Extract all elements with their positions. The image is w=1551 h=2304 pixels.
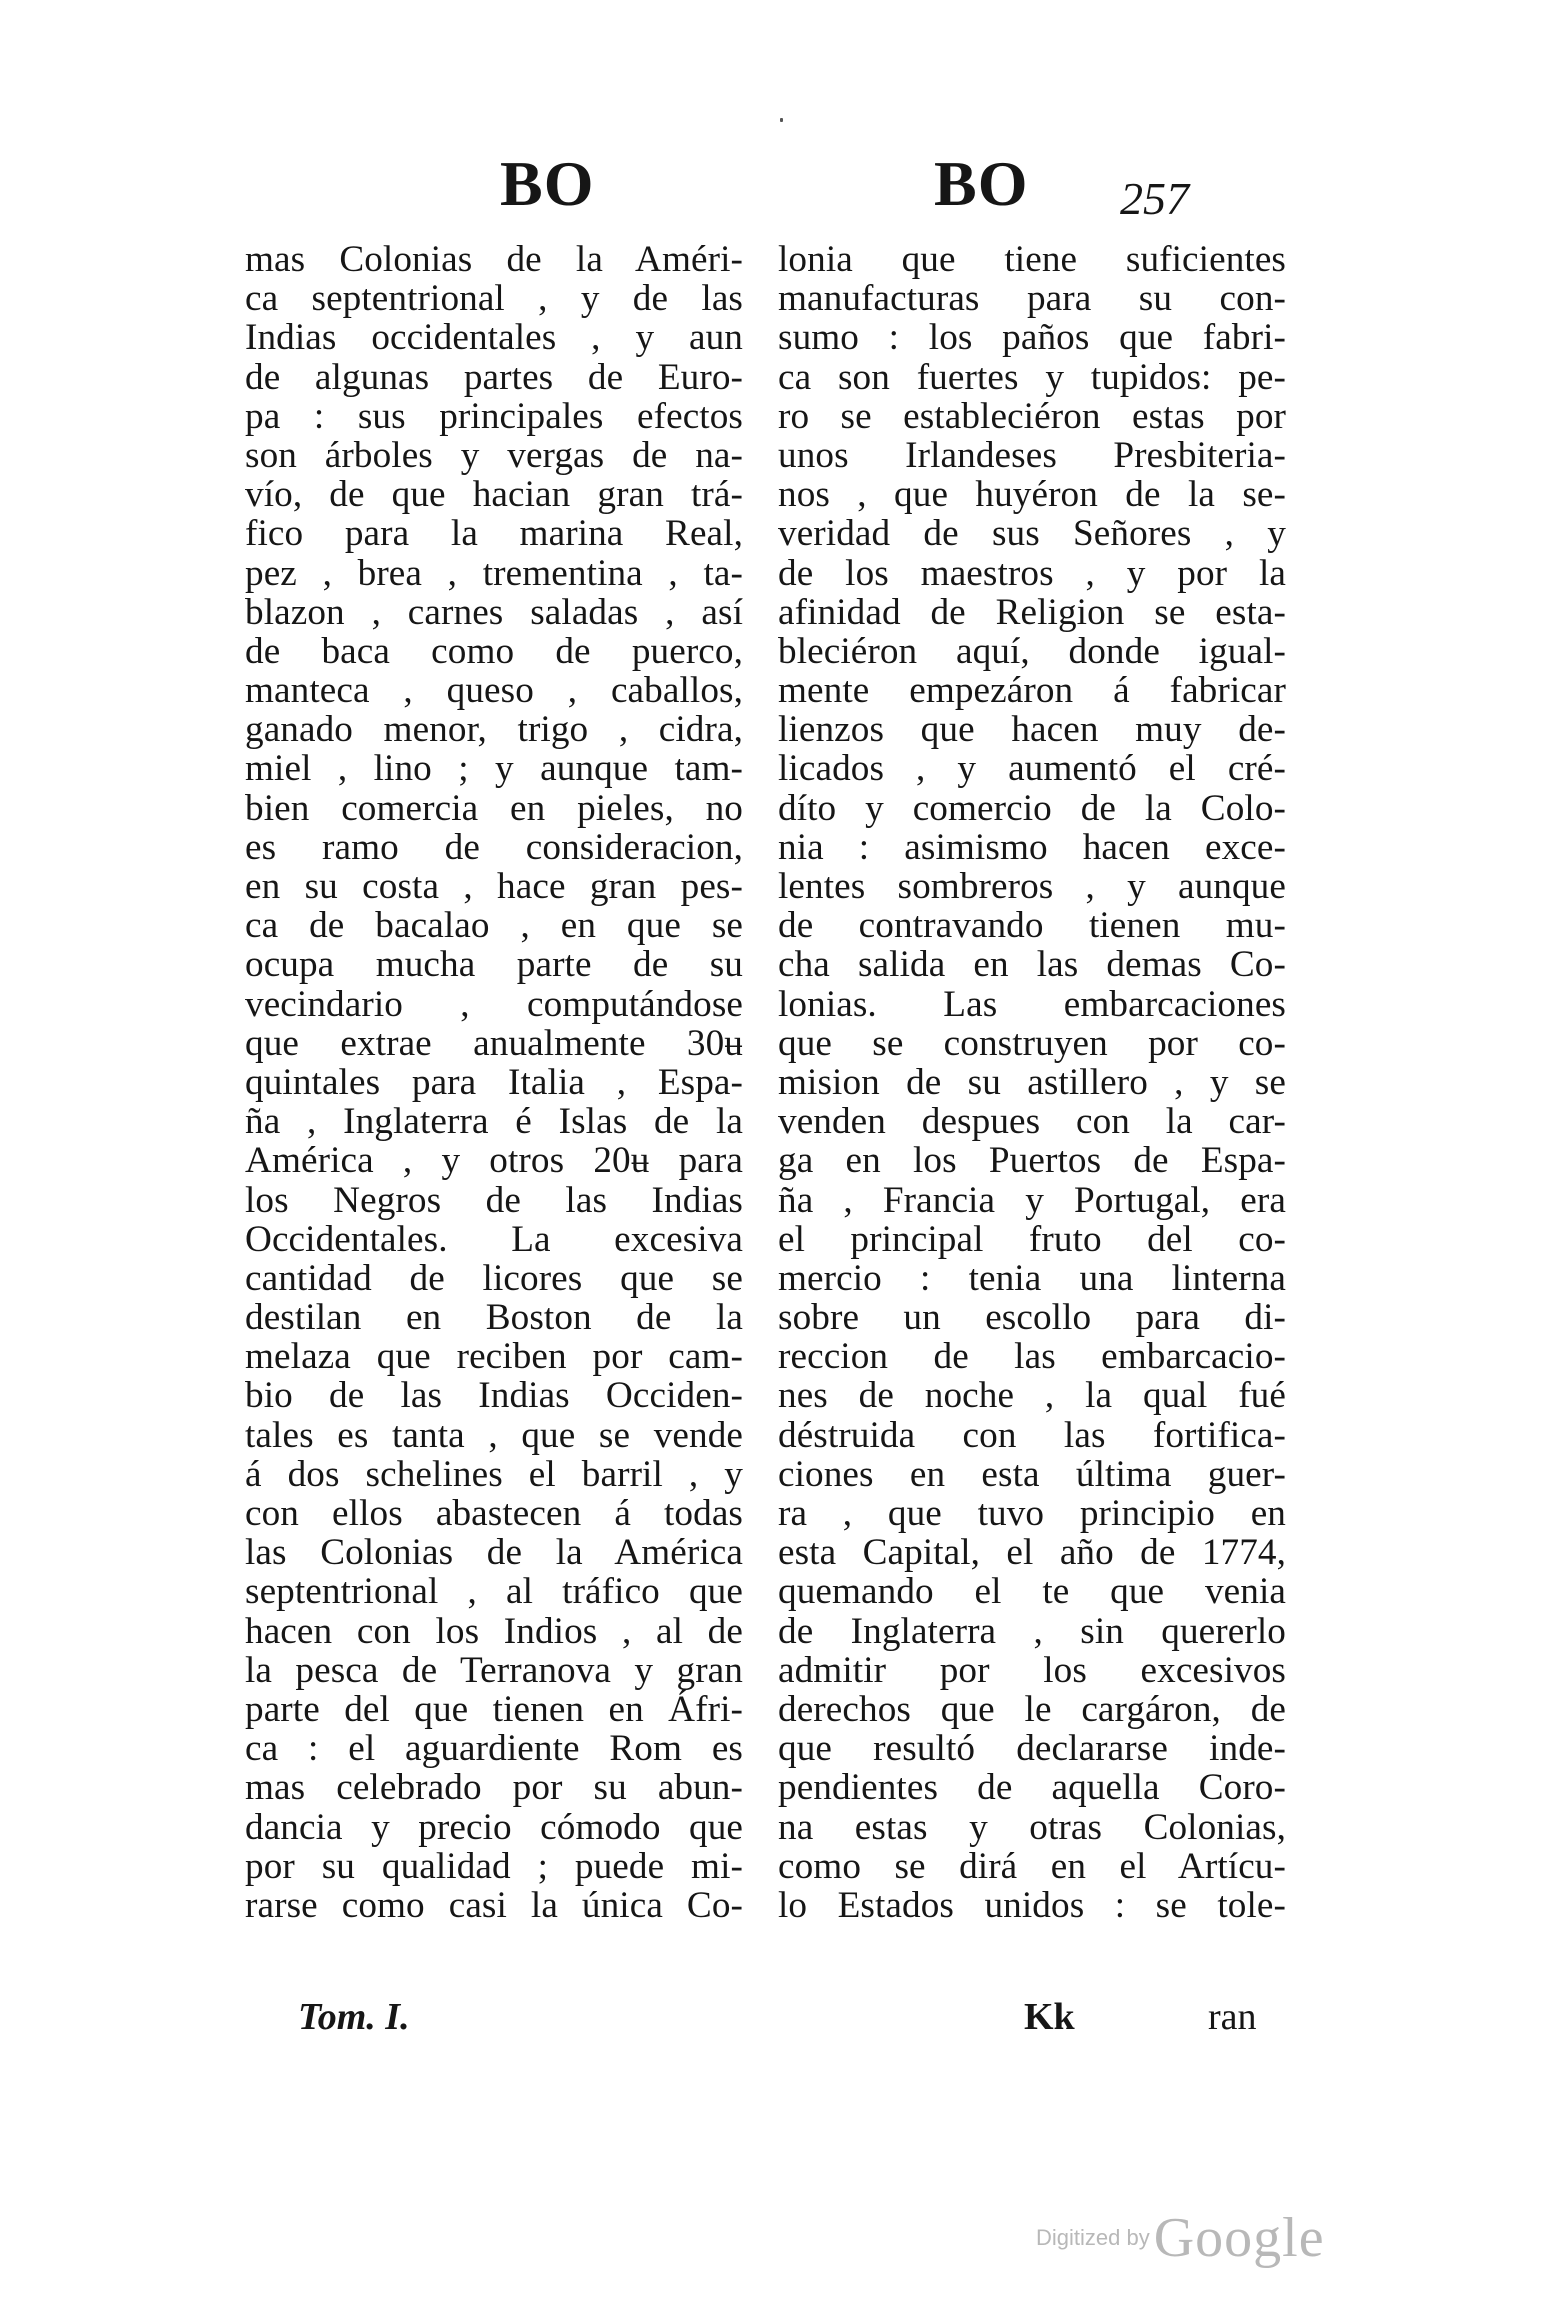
text-line: miel , lino ; y aunque tam- [245, 748, 743, 790]
text-line: ña , Inglaterra é Islas de la [245, 1101, 743, 1143]
text-line: de baca como de puerco, [245, 630, 743, 672]
page-number: 257 [1120, 173, 1189, 224]
text-line: son árboles y vergas de na- [245, 434, 743, 476]
text-line: el principal fruto del co- [778, 1218, 1286, 1260]
text-line: lienzos que hacen muy de- [778, 709, 1286, 751]
text-line: mas celebrado por su abun- [245, 1767, 743, 1809]
ink-speck [780, 118, 783, 122]
text-line: licados , y aumentó el cré- [778, 748, 1286, 790]
text-line: la pesca de Terranova y gran [245, 1649, 743, 1691]
text-line: pez , brea , trementina , ta- [245, 552, 743, 594]
text-line: blazon , carnes saladas , así [245, 591, 743, 633]
text-line: mas Colonias de la Améri- [245, 239, 743, 280]
text-line: septentrional , al tráfico que [245, 1571, 743, 1613]
text-line: pendientes de aquella Coro- [778, 1767, 1286, 1809]
text-line: cantidad de licores que se [245, 1257, 743, 1299]
text-line: fico para la marina Real, [245, 513, 743, 555]
text-line: pa : sus principales efectos [245, 395, 743, 437]
text-line: veridad de sus Señores , y [778, 513, 1286, 555]
text-line: unos Irlandeses Presbiteria- [778, 434, 1286, 476]
text-line: rarse como casi la única Co- [245, 1884, 743, 1926]
text-line: ca : el aguardiente Rom es [245, 1728, 743, 1770]
text-line: bien comercia en pieles, no [245, 787, 743, 829]
text-line: afinidad de Religion se esta- [778, 591, 1286, 633]
text-line: América , y otros 20ʉ para [245, 1140, 743, 1182]
text-line: melaza que reciben por cam- [245, 1336, 743, 1378]
text-line: ra , que tuvo principio en [778, 1493, 1286, 1534]
text-line: esta Capital, el año de 1774, [778, 1532, 1286, 1574]
text-line: de contravando tienen mu- [778, 905, 1286, 947]
text-line: mercio : tenia una linterna [778, 1257, 1286, 1299]
running-head-left: BO [500, 148, 595, 219]
text-line: ro se estableciéron estas por [778, 395, 1286, 437]
text-line: los Negros de las Indias [245, 1179, 743, 1221]
text-line: lonias. Las embarcaciones [778, 983, 1286, 1025]
text-line: hacen con los Indios , al de [245, 1610, 743, 1652]
text-line: lentes sombreros , y aunque [778, 866, 1286, 907]
text-line: bio de las Indias Occiden- [245, 1375, 743, 1417]
text-line: de Inglaterra , sin quererlo [778, 1610, 1286, 1652]
text-line: déstruida con las fortifica- [778, 1414, 1286, 1456]
watermark-prefix: Digitized by [1036, 2225, 1150, 2250]
catchword: ran [1208, 1996, 1257, 2038]
text-line: es ramo de consideracion, [245, 826, 743, 868]
text-line: con ellos abastecen á todas [245, 1493, 743, 1534]
text-line: ca de bacalao , en que se [245, 905, 743, 947]
text-line: á dos schelines el barril , y [245, 1453, 743, 1495]
text-line: como se dirá en el Artícu- [778, 1845, 1286, 1887]
left-text-column [245, 240, 743, 1925]
text-line: que resultó declararse inde- [778, 1728, 1286, 1770]
text-line: ca septentrional , y de las [245, 278, 743, 320]
text-line: na estas y otras Colonias, [778, 1806, 1286, 1848]
text-line: admitir por los excesivos [778, 1649, 1286, 1691]
text-line: Occidentales. La excesiva [245, 1218, 743, 1260]
text-line: ganado menor, trigo , cidra, [245, 709, 743, 751]
text-line: en su costa , hace gran pes- [245, 866, 743, 907]
text-line: mente empezáron á fabricar [778, 670, 1286, 712]
text-line: nos , que huyéron de la se- [778, 474, 1286, 516]
text-line: díto y comercio de la Colo- [778, 787, 1286, 829]
text-line: ciones en esta última guer- [778, 1453, 1286, 1495]
text-line: nia : asimismo hacen exce- [778, 826, 1286, 868]
text-line: dancia y precio cómodo que [245, 1806, 743, 1848]
text-line: ocupa mucha parte de su [245, 944, 743, 986]
text-line: mision de su astillero , y se [778, 1061, 1286, 1103]
text-line: tales es tanta , que se vende [245, 1414, 743, 1456]
digitized-watermark [1036, 2206, 1325, 2270]
text-line: lonia que tiene suficientes [778, 239, 1286, 280]
text-line: destilan en Boston de la [245, 1297, 743, 1339]
text-line: nes de noche , la qual fué [778, 1375, 1286, 1417]
text-line: de los maestros , y por la [778, 552, 1286, 594]
text-line: de algunas partes de Euro- [245, 356, 743, 398]
text-line: ga en los Puertos de Espa- [778, 1140, 1286, 1182]
text-line: que se construyen por co- [778, 1022, 1286, 1064]
text-line: quintales para Italia , Espa- [245, 1061, 743, 1103]
text-line: Indias occidentales , y aun [245, 317, 743, 359]
volume-mark: Tom. I. [298, 1996, 410, 2038]
text-line: lo Estados unidos : se tole- [778, 1884, 1286, 1926]
signature-mark: Kk [1024, 1996, 1075, 2038]
right-text-column [778, 240, 1286, 1925]
text-line: vío, de que hacian gran trá- [245, 474, 743, 516]
text-line: parte del que tienen en Áfri- [245, 1688, 743, 1730]
text-line: por su qualidad ; puede mi- [245, 1845, 743, 1887]
text-line: derechos que le cargáron, de [778, 1688, 1286, 1730]
google-logo: Google [1153, 2207, 1325, 2269]
text-line: sobre un escollo para di- [778, 1297, 1286, 1339]
text-line: manteca , queso , caballos, [245, 670, 743, 712]
text-line: vecindario , computándose [245, 983, 743, 1025]
text-line: quemando el te que venia [778, 1571, 1286, 1613]
running-head-right: BO [934, 148, 1029, 219]
text-line: que extrae anualmente 30ʉ [245, 1022, 743, 1064]
text-line: sumo : los paños que fabri- [778, 317, 1286, 359]
text-line: cha salida en las demas Co- [778, 944, 1286, 986]
text-line: ña , Francia y Portugal, era [778, 1179, 1286, 1221]
text-line: bleciéron aquí, donde igual- [778, 630, 1286, 672]
text-line: reccion de las embarcacio- [778, 1336, 1286, 1378]
text-line: manufacturas para su con- [778, 278, 1286, 320]
text-line: las Colonias de la América [245, 1532, 743, 1574]
text-line: venden despues con la car- [778, 1101, 1286, 1143]
text-line: ca son fuertes y tupidos: pe- [778, 356, 1286, 398]
